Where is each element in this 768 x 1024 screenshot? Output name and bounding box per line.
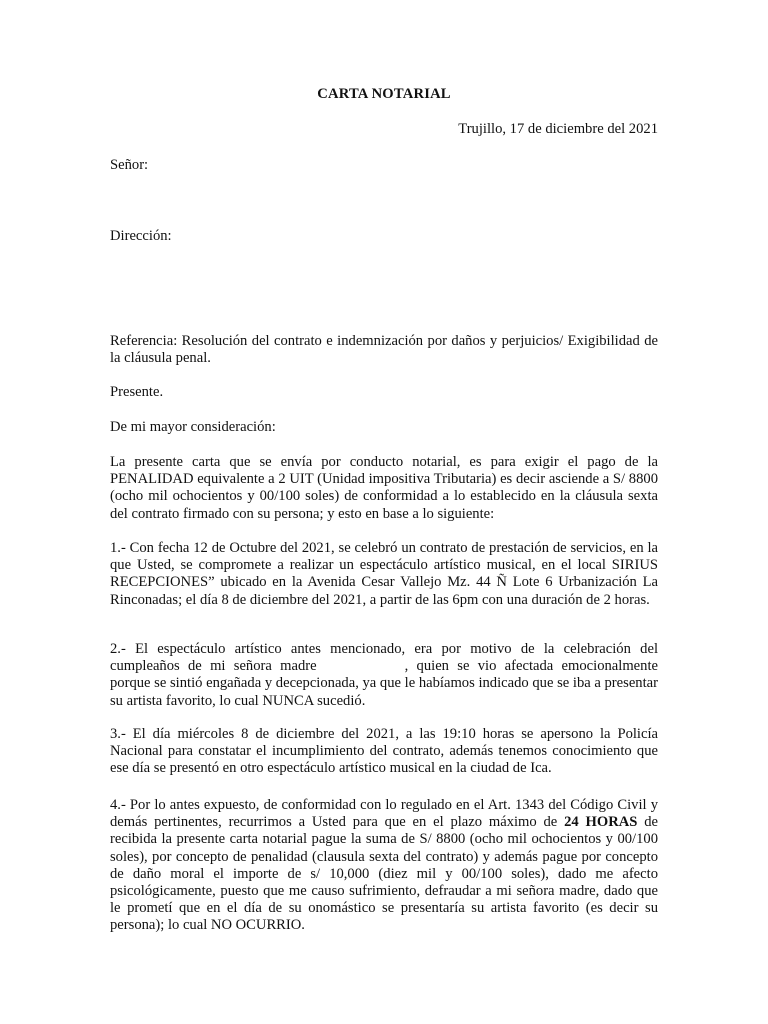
- salutation: De mi mayor consideración:: [110, 419, 276, 435]
- date-line: Trujillo, 17 de diciembre del 2021: [458, 121, 658, 137]
- document-title: CARTA NOTARIAL: [317, 86, 451, 102]
- presente-line: Presente.: [110, 384, 164, 400]
- point-1-paragraph: 1.- Con fecha 12 de Octubre del 2021, se celebró un contrato de prestación de servicios, en la que Usted, se compromete a realizar un espectáculo artístico musical, en el local SIRIUS RECEPCIONES” ubicado en la Avenida Cesar Vallejo Mz. 44 Ñ Lote 6 Urbanización La Rinconadas; el día 8 de diciembre del 2021, a partir de las 6pm con una duración de 2 horas.: [110, 540, 658, 608]
- point-2-text-start: 2.- El espectáculo artístico antes mencionado, era por motivo de la celebración del cumpleaños de mi señora madre: [110, 641, 658, 675]
- point-2-paragraph: [110, 641, 658, 710]
- point-3-paragraph: 3.- El día miércoles 8 de diciembre del 2021, a las 19:10 horas se apersono la Policía Nacional para constatar el incumplimiento del contrato, además tenemos conocimiento que ese día se presentó en otro espectáculo artístico musical en la ciudad de Ica.: [110, 726, 658, 777]
- point-2-text-end: , quien se vio afectada emocionalmente porque se sintió engañada y decepcionada, ya que le habíamos indicado que se iba a presentar su artista favorito, lo cual NUNCA sucedió.: [110, 658, 658, 709]
- reference-paragraph: Referencia: Resolución del contrato e indemnización por daños y perjuicios/ Exigibilidad de la cláusula penal.: [110, 333, 658, 367]
- address-label: Dirección:: [110, 228, 172, 244]
- recipient-label: Señor:: [110, 157, 149, 173]
- deadline-bold: 24 HORAS: [564, 814, 638, 831]
- point-4-text-end: de recibida la presente carta notarial pague la suma de S/ 8800 (ocho mil ochocientos y 00/100 soles), por concepto de penalidad (clausula sexta del contrato) y además pague por concepto de daño moral el importe de s/ 10,000 (diez mil y 00/100 soles), dado me afecto psicológicamente, puesto que me causo sufrimiento, defraudar a mi señora madre, dado que le prometí que en el día de su onomástico se presentaría su artista favorito (es decir su persona); lo cual NO OCURRIO.: [110, 814, 658, 934]
- point-4-paragraph: [110, 797, 658, 935]
- intro-paragraph: La presente carta que se envía por conducto notarial, es para exigir el pago de la PENALIDAD equivalente a 2 UIT (Unidad impositiva Tributaria) es decir asciende a S/ 8800 (ocho mil ochocientos y 00/100 soles) de conformidad a lo establecido en la cláusula sexta del contrato firmado con su persona; y esto en base a lo siguiente:: [110, 454, 658, 522]
- point-4-text-start: 4.- Por lo antes expuesto, de conformidad con lo regulado en el Art. 1343 del Código Civil y demás pertinentes, recurrimos a Usted para que en el plazo máximo de: [110, 797, 658, 831]
